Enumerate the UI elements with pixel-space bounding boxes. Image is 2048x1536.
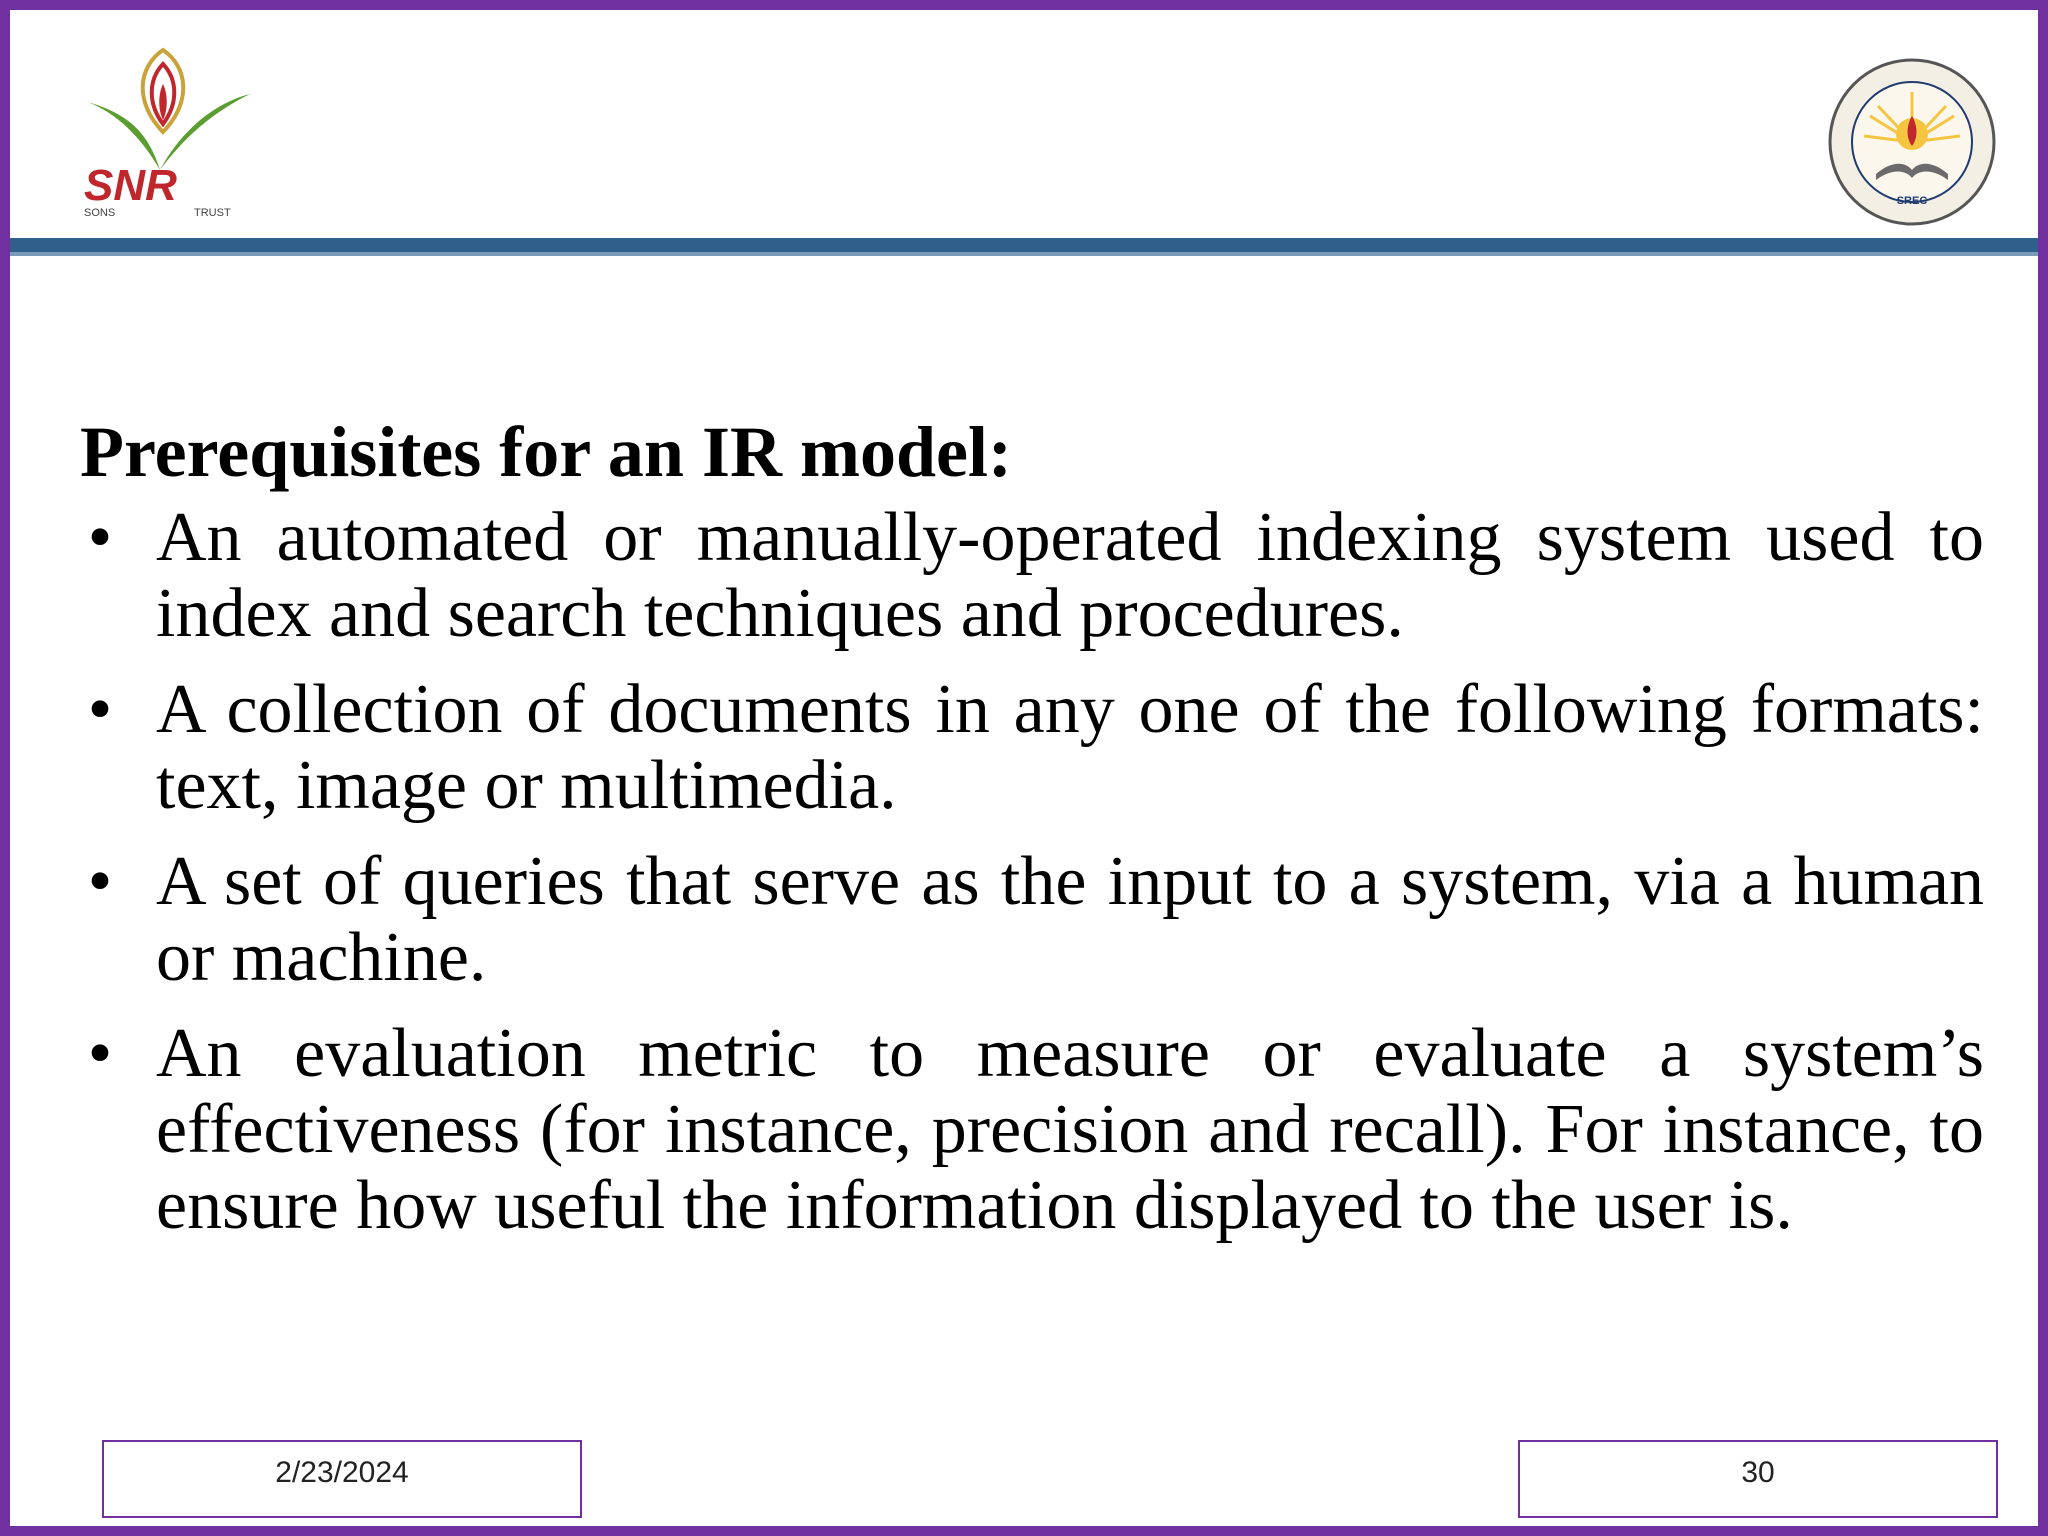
bullet-icon: •	[87, 499, 113, 576]
bullet-icon: •	[87, 1015, 113, 1092]
bullet-list	[80, 500, 1984, 1244]
bullet-text: A collection of documents in any one of the following formats: text, image or multimedia.	[156, 671, 1984, 824]
slide-header	[10, 10, 2038, 238]
bullet-text: A set of queries that serve as the input to a system, via a human or machine.	[156, 843, 1984, 996]
slide-content	[80, 410, 1984, 1264]
list-item	[80, 844, 1984, 996]
slide-heading: Prerequisites for an IR model:	[80, 412, 1012, 492]
bullet-icon: •	[87, 843, 113, 920]
snr-logo-text: SNR	[84, 161, 177, 210]
snr-logo-subtext-left: SONS	[84, 207, 116, 219]
footer-page-number: 30	[1518, 1440, 1998, 1518]
list-item	[80, 1016, 1984, 1244]
snr-logo-icon	[68, 32, 258, 222]
list-item	[80, 672, 1984, 824]
srec-seal-icon	[1826, 56, 1998, 228]
snr-logo-subtext-right: TRUST	[194, 207, 231, 219]
footer-date: 2/23/2024	[102, 1440, 582, 1518]
bullet-icon: •	[87, 671, 113, 748]
bullet-text: An evaluation metric to measure or evaluate a system’s effectiveness (for instance, precision and recall). For instance, to ensure how useful the information displayed to the user is.	[156, 1015, 1984, 1244]
srec-seal-bottom-text: SREC	[1896, 195, 1928, 207]
list-item	[80, 500, 1984, 652]
bullet-text: An automated or manually-operated indexing system used to index and search techniques and procedures.	[156, 499, 1984, 652]
header-divider	[10, 238, 2038, 256]
